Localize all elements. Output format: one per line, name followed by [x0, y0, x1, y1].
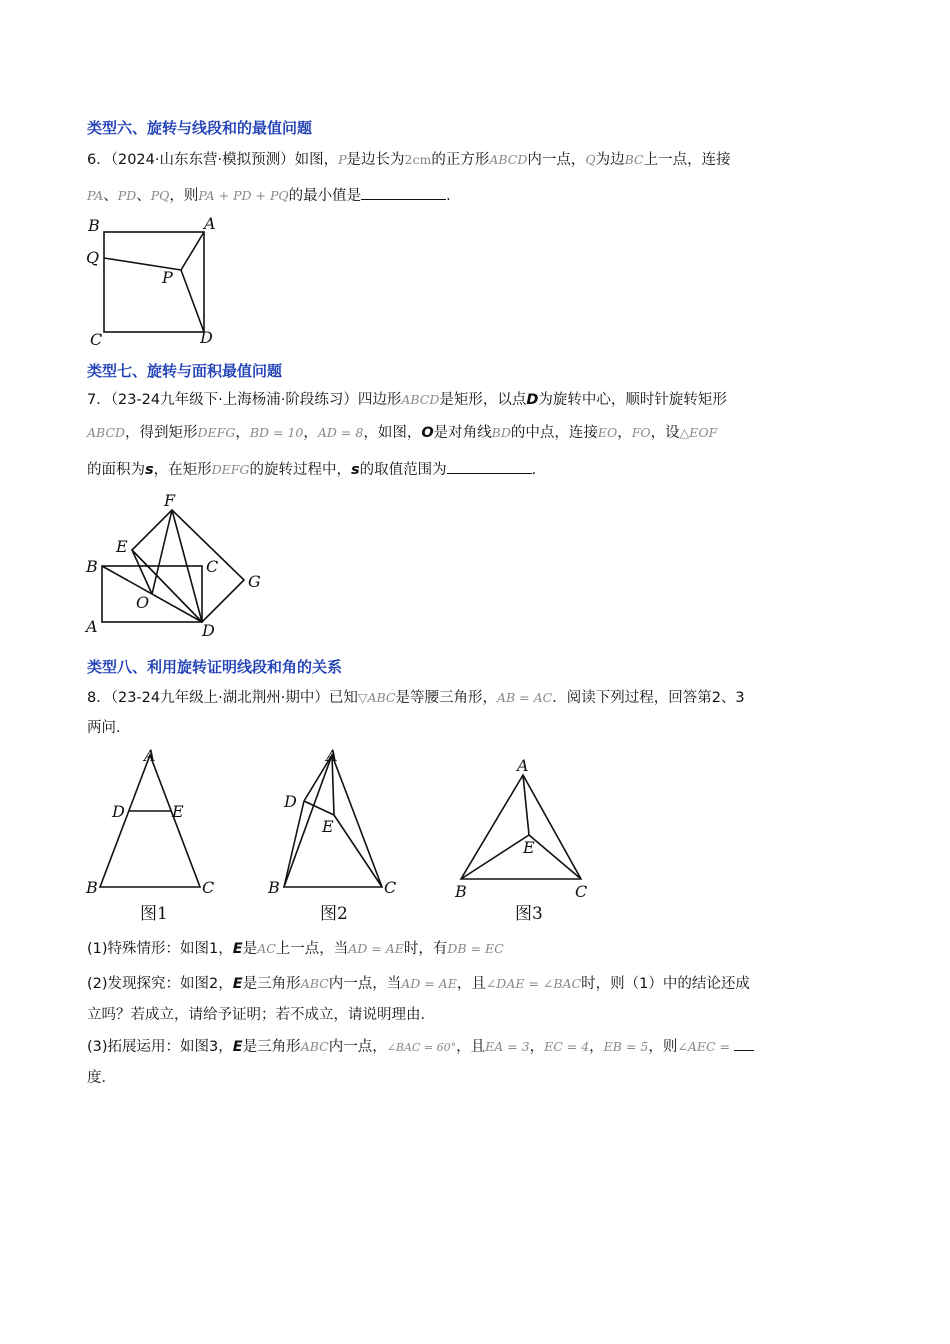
label-F: F	[164, 491, 176, 510]
problem-source: （2024·山东东营·模拟预测）	[110, 152, 295, 168]
segment-EC	[529, 835, 581, 879]
math-P: P	[338, 152, 347, 167]
square-outline	[104, 232, 204, 332]
math-expression: PA + PD + PQ	[198, 188, 289, 203]
problem-8-part-2-line-1: (2)发现探究：如图2，E是三角形ABC内一点，当AD = AE，且∠DAE = ∠BAC时，则（1）中的结论还成	[87, 976, 750, 992]
math-PA: PA	[87, 188, 104, 203]
problem-7-line-2: ABCD，得到矩形DEFG，BD = 10，AD = 8，如图，O是对角线BD的中点，连接EO，FO，设△EOF	[87, 425, 718, 441]
problem-8-part-3-line-2: 度．	[87, 1070, 116, 1086]
segment-DB	[284, 801, 304, 887]
math-Q: Q	[585, 152, 596, 167]
label-G: G	[248, 572, 261, 591]
label-P: P	[162, 268, 173, 287]
answer-blank[interactable]	[734, 1036, 754, 1051]
label-E: E	[523, 838, 535, 857]
segment-PA	[181, 232, 204, 270]
label-E: E	[172, 802, 184, 821]
label-D: D	[284, 792, 297, 811]
label-E: E	[116, 537, 128, 556]
label-B: B	[86, 557, 98, 576]
problem-number: 6．	[87, 152, 111, 168]
problem-6-line-2: PA、PD、PQ，则PA + PD + PQ的最小值是 .	[87, 185, 451, 206]
caption: 图1	[140, 904, 168, 924]
label-A: A	[144, 746, 156, 765]
problem-8-part-1: (1)特殊情形：如图1，E是AC上一点，当AD = AE时，有DB = EC	[87, 941, 504, 957]
label-D: D	[112, 802, 125, 821]
math-length: 2cm	[404, 152, 432, 167]
label-D: D	[200, 328, 213, 347]
figure-3	[445, 755, 605, 930]
segment-EB	[461, 835, 529, 879]
problem-7-line-3: 的面积为s，在矩形DEFG的旋转过程中，s的取值范围为 .	[87, 459, 536, 480]
problem-source: （23-24九年级上·湖北荆州·期中）	[110, 690, 329, 706]
section-6-heading: 类型六、旋转与线段和的最值问题	[87, 119, 313, 137]
math-ABCD: ABCD	[489, 152, 528, 167]
triangle-ABC	[100, 755, 200, 887]
label-A: A	[86, 617, 98, 636]
label-O: O	[136, 593, 150, 612]
answer-blank[interactable]	[361, 185, 446, 200]
label-B: B	[88, 216, 100, 235]
section-8-heading: 类型八、利用旋转证明线段和角的关系	[87, 658, 343, 676]
label-C: C	[384, 878, 397, 897]
answer-blank[interactable]	[447, 459, 532, 474]
label-C: C	[202, 878, 215, 897]
label-C: C	[206, 557, 219, 576]
problem-6-line-1: 6．（2024·山东东营·模拟预测）如图，P是边长为2cm的正方形ABCD内一点，Q为边BC上一点，连接	[87, 152, 731, 168]
segment-DE	[304, 801, 334, 815]
figure-1	[80, 745, 240, 930]
figure-square-abcd	[80, 210, 240, 350]
problem-8-line-2: 两问．	[87, 720, 131, 736]
figure-rotated-rectangle	[80, 488, 280, 648]
problem-8-part-3-line-1: (3)拓展运用：如图3，E是三角形ABC内一点，∠BAC = 60°，且EA = 3，EC = 4，EB = 5，则∠AEC =	[87, 1036, 754, 1058]
problem-8-line-1: 8．（23-24九年级上·湖北荆州·期中）已知▽ABC是等腰三角形，AB = AC．阅读下列过程，回答第2、3	[87, 690, 745, 706]
caption: 图2	[320, 904, 348, 924]
segment-PD	[181, 270, 204, 332]
math-PQ: PQ	[150, 188, 170, 203]
problem-8-part-2-line-2: 立吗？若成立，请给予证明；若不成立，请说明理由．	[87, 1007, 435, 1023]
label-Q: Q	[86, 248, 100, 267]
label-C: C	[90, 330, 103, 349]
section-7-heading: 类型七、旋转与面积最值问题	[87, 362, 283, 380]
label-A: A	[204, 214, 216, 233]
math-PD: PD	[117, 188, 137, 203]
label-B: B	[455, 882, 467, 901]
math-BC: BC	[624, 152, 644, 167]
problem-source: （23-24九年级下·上海杨浦·阶段练习）	[110, 392, 358, 408]
label-B: B	[86, 878, 98, 897]
label-A: A	[517, 756, 529, 775]
label-E: E	[322, 817, 334, 836]
label-D: D	[202, 621, 215, 640]
segment-EO	[132, 550, 152, 594]
label-B: B	[268, 878, 280, 897]
problem-7-line-1: 7．（23-24九年级下·上海杨浦·阶段练习）四边形ABCD是矩形，以点D为旋转中心，顺时针旋转矩形	[87, 392, 727, 408]
caption: 图3	[515, 904, 543, 924]
label-A: A	[326, 746, 338, 765]
figure-2	[260, 745, 420, 930]
label-C: C	[575, 882, 588, 901]
